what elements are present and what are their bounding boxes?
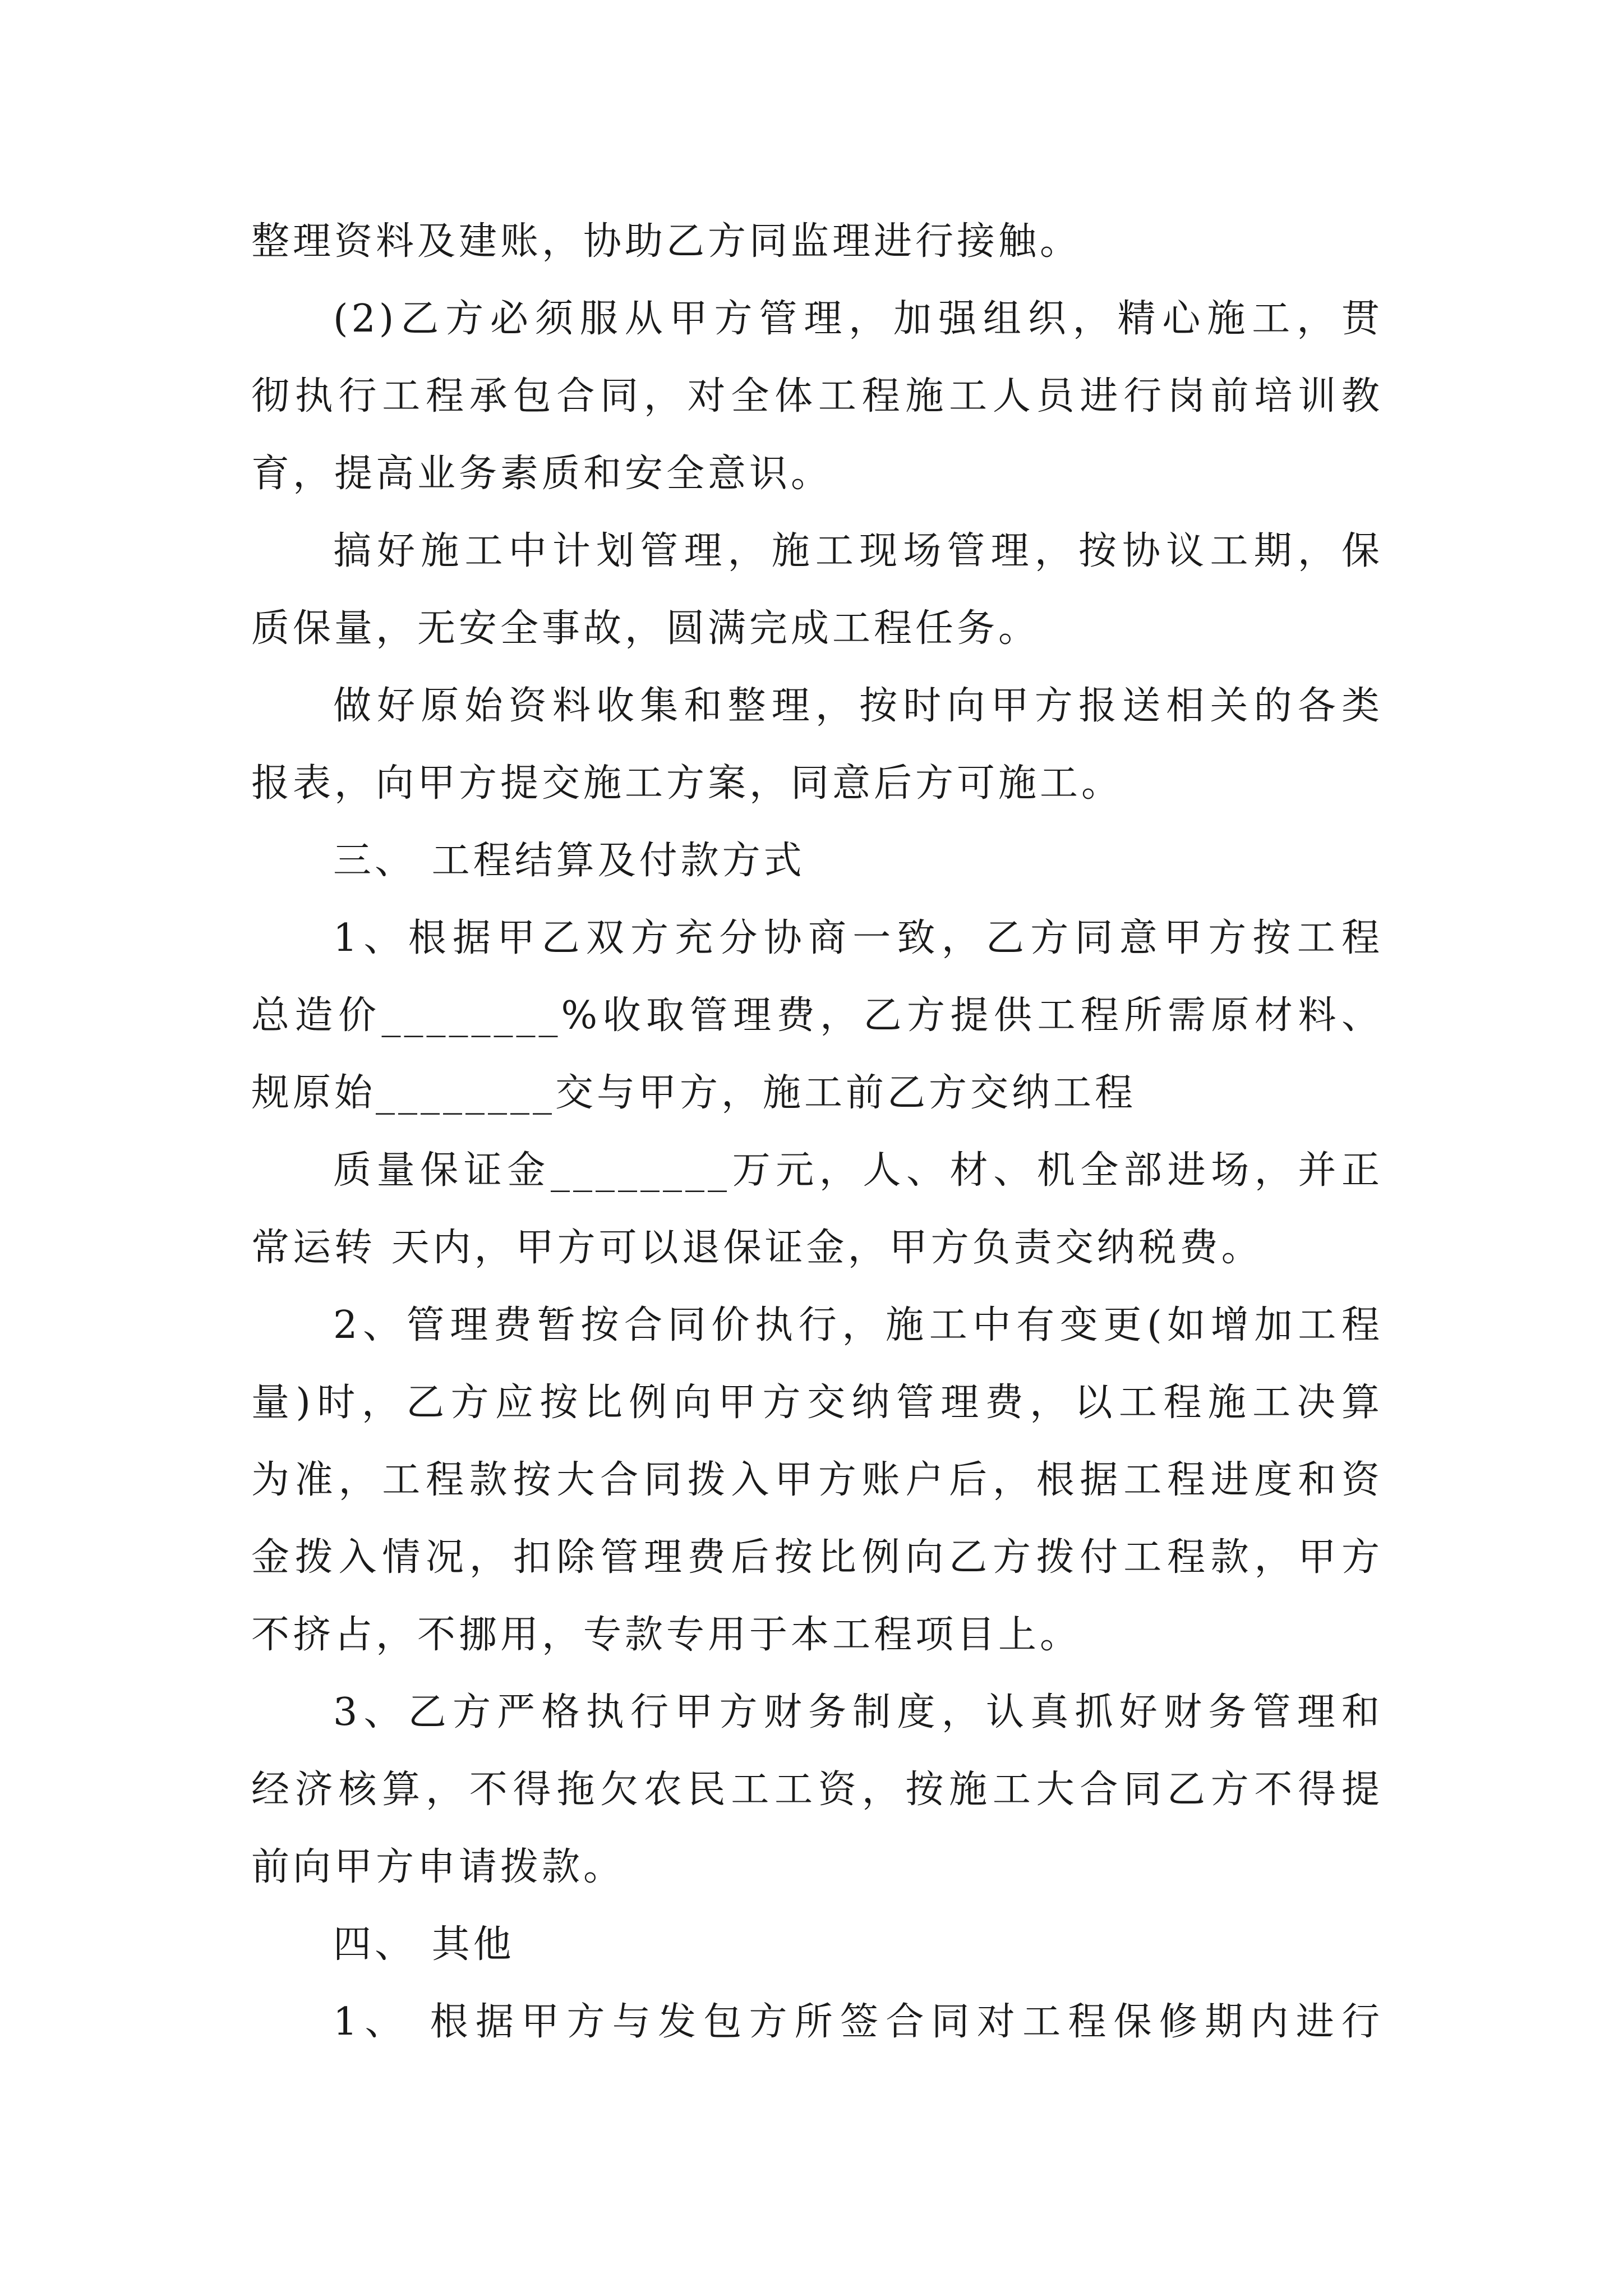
text-line: 1、根据甲乙双方充分协商一致，乙方同意甲方按工程 [333,916,1383,960]
text-line: 前向甲方申请拨款。 [251,1845,625,1889]
text-line: 为准，工程款按大合同拨入甲方账户后，根据工程进度和资 [251,1458,1383,1502]
text-line: 常运转 天内，甲方可以退保证金，甲方负责交纳税费。 [251,1226,1263,1270]
document-body [251,203,1383,2061]
text-line: (2)乙方必须服从甲方管理，加强组织，精心施工，贯 [333,297,1383,341]
text-line: 量)时，乙方应按比例向甲方交纳管理费，以工程施工决算 [251,1381,1383,1425]
text-line: 金拨入情况，扣除管理费后按比例向乙方拨付工程款，甲方 [251,1535,1383,1580]
text-line: 3、乙方严格执行甲方财务制度，认真抓好财务管理和 [333,1690,1383,1734]
section-heading: 三、 工程结算及付款方式 [333,839,805,883]
text-line: 1、 根据甲方与发包方所签合同对工程保修期内进行 [333,2000,1383,2044]
text-line: 报表，向甲方提交施工方案，同意后方可施工。 [251,761,1123,806]
section-heading: 四、 其他 [333,1922,515,1967]
text-line: 规原始________交与甲方，施工前乙方交纳工程 [251,1071,1137,1115]
text-line: 质量保证金________万元，人、材、机全部进场，并正 [333,1148,1383,1193]
text-line: 质保量，无安全事故，圆满完成工程任务。 [251,606,1040,651]
text-line: 不挤占，不挪用，专款专用于本工程项目上。 [251,1613,1082,1657]
text-line: 搞好施工中计划管理，施工现场管理，按协议工期，保 [333,529,1383,573]
text-line: 育，提高业务素质和安全意识。 [251,452,833,496]
text-line: 整理资料及建账，协助乙方同监理进行接触。 [251,219,1082,264]
text-line: 做好原始资料收集和整理，按时向甲方报送相关的各类 [333,684,1383,728]
text-line: 2、管理费暂按合同价执行，施工中有变更(如增加工程 [333,1303,1383,1347]
text-line: 经济核算，不得拖欠农民工工资，按施工大合同乙方不得提 [251,1768,1383,1812]
text-line: 彻执行工程承包合同，对全体工程施工人员进行岗前培训教 [251,374,1383,418]
text-line: 总造价________%收取管理费，乙方提供工程所需原材料、 [251,993,1383,1038]
